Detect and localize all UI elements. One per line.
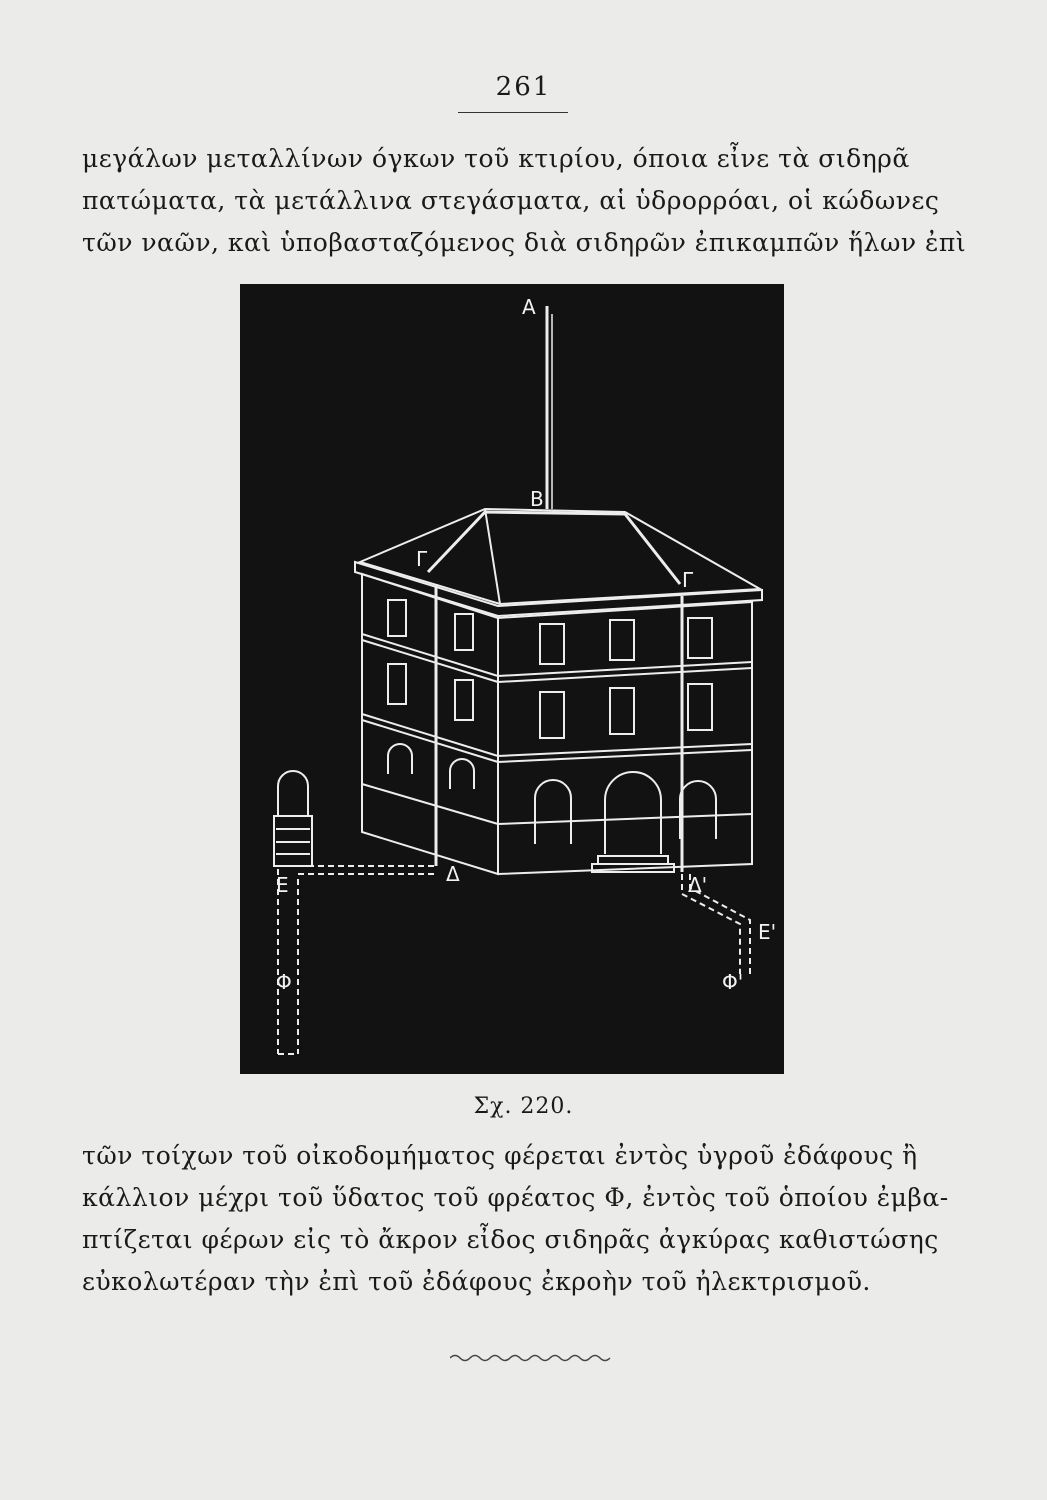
- label-D-prime: Δ': [688, 873, 708, 897]
- text-line: πατώματα, τὰ μετάλλινα στεγάσματα, αἱ ὑδρορρόαι, οἱ κώδωνες: [82, 186, 940, 215]
- left-wall: [362, 574, 498, 874]
- label-A: A: [522, 295, 536, 319]
- text-line: κάλλιον μέχρι τοῦ ὕδατος τοῦ φρέατος Φ, ἐντὸς τοῦ ὁποίου ἐμβα-: [82, 1183, 949, 1212]
- text-line: πτίζεται φέρων εἰς τὸ ἄκρον εἶδος σιδηρᾶς ἀγκύρας καθιστώσης: [82, 1225, 939, 1254]
- building-engraving: [240, 284, 784, 1074]
- text-line: εὐκολωτέραν τὴν ἐπὶ τοῦ ἐδάφους ἐκροὴν τοῦ ἠλεκτρισμοῦ.: [82, 1267, 871, 1296]
- bottom-paragraph: [82, 1135, 949, 1303]
- label-E: E: [276, 873, 289, 897]
- top-paragraph: [82, 138, 967, 264]
- header-rule: [458, 112, 568, 113]
- front-wall: [498, 602, 752, 874]
- figure-caption: Σχ. 220.: [473, 1094, 574, 1119]
- text-line: τῶν ναῶν, καὶ ὑποβασταζόμενος διὰ σιδηρῶν ἐπικαμπῶν ἥλων ἐπὶ: [82, 228, 967, 257]
- label-G-right: Γ: [682, 568, 694, 592]
- label-G-left: Γ: [416, 547, 428, 571]
- label-F-prime: Φ': [722, 970, 744, 994]
- label-F: Φ: [276, 970, 292, 994]
- figure-lightning-rod-illustration: [240, 284, 784, 1074]
- text-line: μεγάλων μεταλλίνων όγκων τοῦ κτιρίου, όποια εἶνε τὰ σιδηρᾶ: [82, 144, 910, 173]
- label-D: Δ: [446, 862, 460, 886]
- label-E-prime: E': [758, 920, 777, 944]
- label-B: B: [530, 487, 544, 511]
- page-number: 261: [495, 72, 552, 102]
- text-line: τῶν τοίχων τοῦ οἰκοδομήματος φέρεται ἐντὸς ὑγροῦ ἐδάφους ἢ: [82, 1141, 918, 1170]
- end-ornament: [450, 1352, 616, 1364]
